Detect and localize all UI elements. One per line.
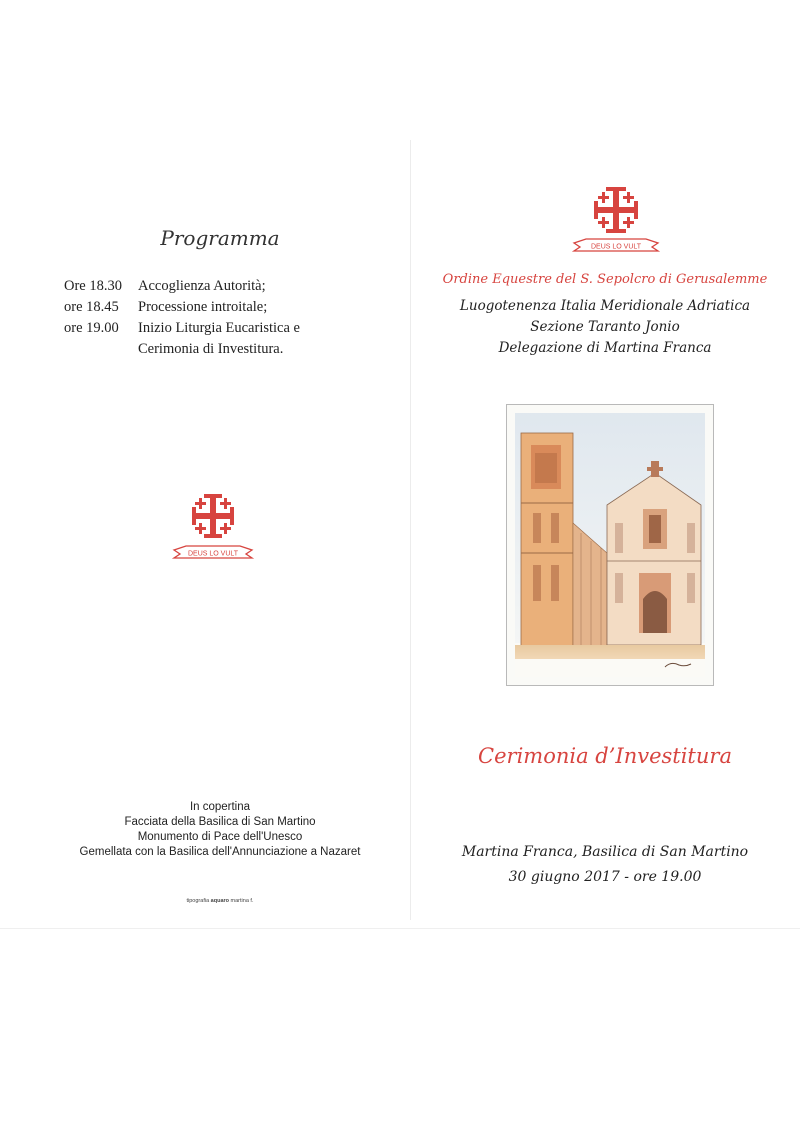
page-edge [0,928,800,929]
emblem-motto: DEUS LO VULT [590,243,642,251]
schedule-desc: Processione introitale; [138,299,268,315]
cover-caption-line: Facciata della Basilica di San Martino [124,816,316,828]
cover-caption-line: Monumento di Pace dell'Unesco [137,831,303,843]
schedule-desc: Inizio Liturgia Eucaristica e [138,320,300,336]
fold-line [410,140,411,920]
schedule-time: ore 19.00 [64,320,119,336]
jerusalem-cross-icon [594,187,638,233]
lieutenancy-block [420,296,790,359]
jerusalem-cross-icon [192,494,234,538]
schedule [64,276,300,360]
printer-name: aquaro [210,898,230,904]
schedule-row [64,297,300,318]
schedule-time: ore 18.45 [64,299,119,315]
schedule-row [64,276,300,297]
cover-caption-line: In copertina [189,801,251,813]
printer-prefix: tipografia [186,898,210,904]
order-name: Ordine Equestre del S. Sepolcro di Gerusalemme [442,272,768,287]
jerusalem-cross-emblem-icon [568,185,664,265]
emblem-motto: DEUS LO VULT [187,550,239,558]
schedule-desc: Accoglienza Autorità; [138,278,266,294]
printer-suffix: martina f. [230,898,254,904]
schedule-row [64,318,300,339]
event-place: Martina Franca, Basilica di San Martino [461,844,749,860]
schedule-continuation [64,339,300,360]
basilica-watercolor-image [515,413,705,677]
cover-caption-line: Gemellata con la Basilica dell'Annunciazione a Nazaret [79,846,361,858]
event-date: 30 giugno 2017 - ore 19.00 [508,869,702,885]
programma-title: Programma [160,226,280,250]
lieutenancy-line: Delegazione di Martina Franca [498,340,712,356]
lieutenancy-line: Luogotenenza Italia Meridionale Adriatica [459,298,751,314]
schedule-time: Ore 18.30 [64,278,122,294]
cover-caption [40,800,400,860]
jerusalem-cross-emblem-icon [168,490,258,570]
printer-credit [40,898,400,904]
schedule-desc: Cerimonia di Investitura. [138,341,284,357]
basilica-painting-frame [506,404,714,686]
event-title: Cerimonia d’Investitura [478,744,732,768]
lieutenancy-line: Sezione Taranto Jonio [530,319,680,335]
